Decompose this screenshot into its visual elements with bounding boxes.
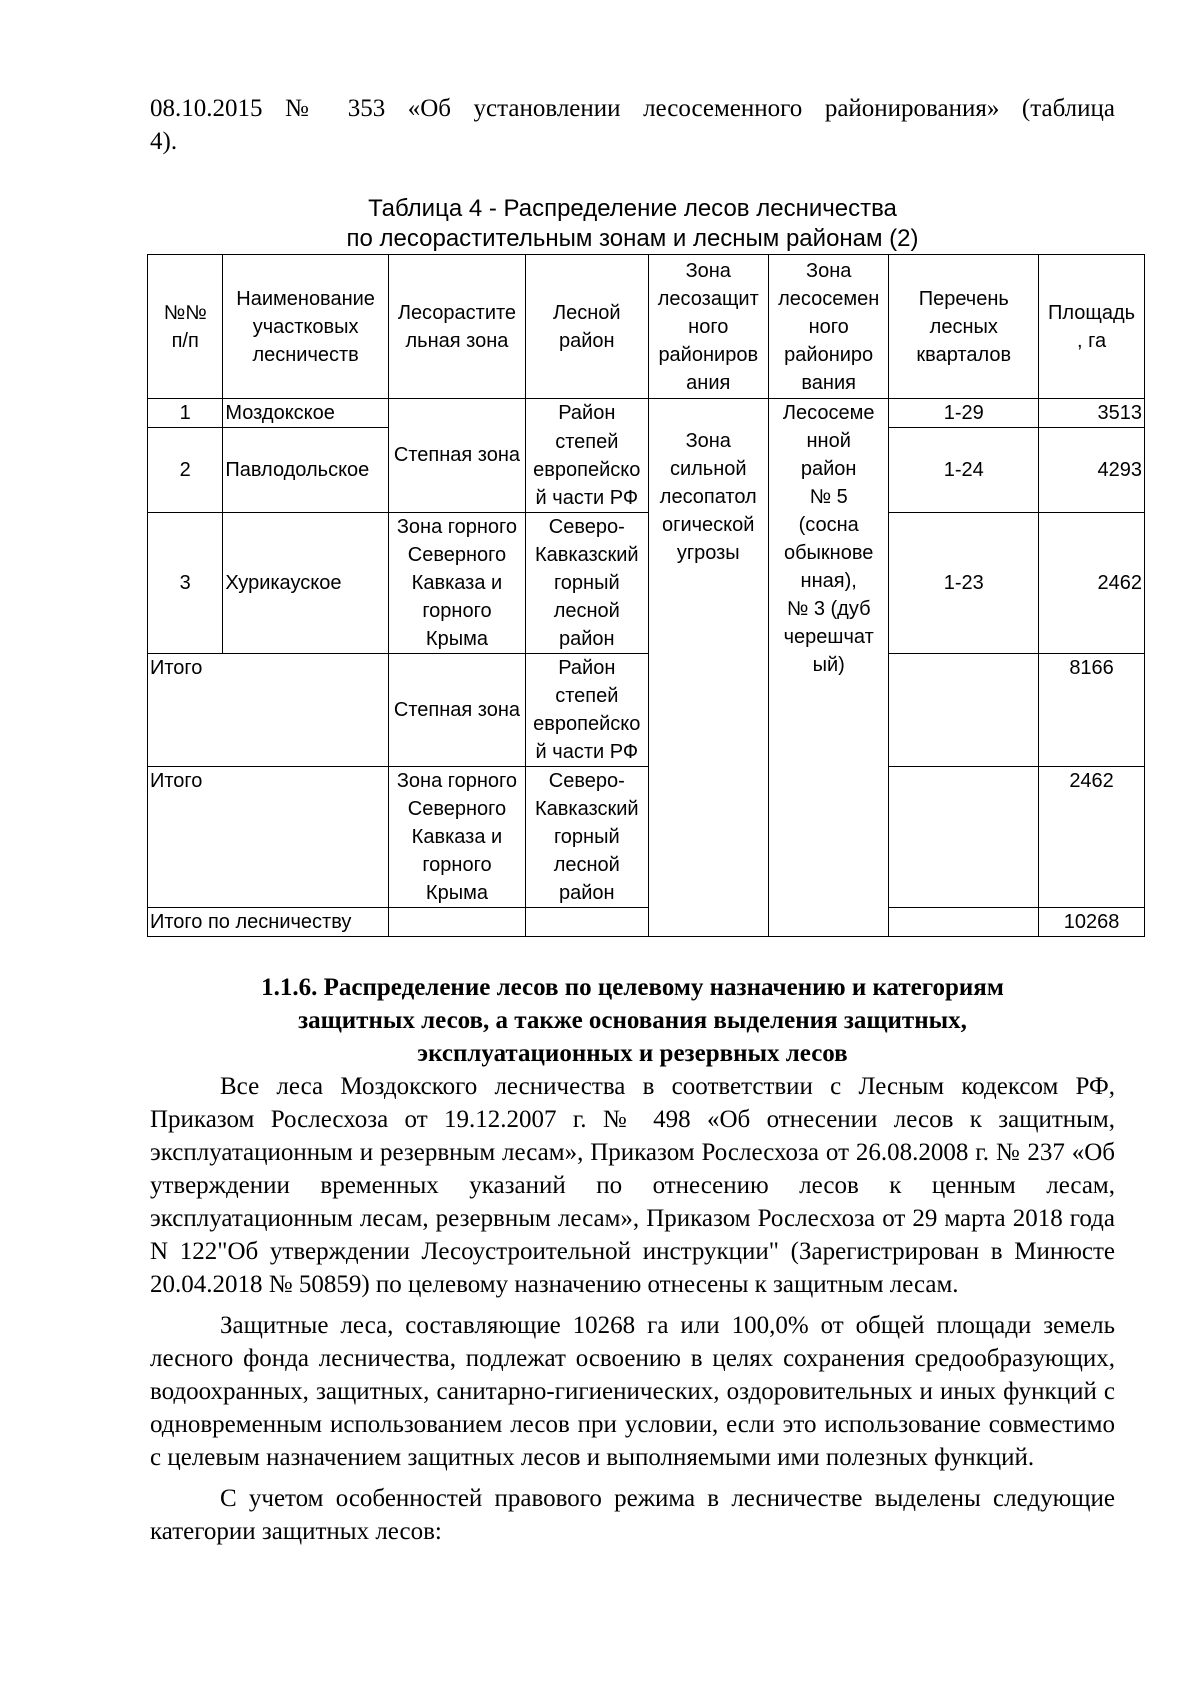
- grand-total-label: Итого по лесничеству: [148, 907, 389, 936]
- grand-total-quarters: [889, 907, 1039, 936]
- total-label: Итого: [148, 653, 389, 766]
- row-area: 3513: [1039, 399, 1145, 428]
- header-quarters: Перечень лесных кварталов: [889, 255, 1039, 399]
- total-area: 8166: [1039, 653, 1145, 766]
- header-seed-zone: Зона лесосемен ного райониро вания: [768, 255, 888, 399]
- total-zone: Степная зона: [388, 653, 525, 766]
- section-heading-line-3: эксплуатационных и резервных лесов: [417, 1039, 848, 1067]
- protect-zone-cell: Зона сильной лесопатол огической угрозы: [648, 399, 768, 937]
- paragraph: Все леса Моздокского лесничества в соответствии с Лесным кодексом РФ, Приказом Рослесхоза от 19.12.2007 г. № 498 «Об отнесении лесов к защитным, эксплуатационным и резервным лесам», Приказом Рослесхоза от 26.08.2008 г. № 237 «Об утверждении временных указаний по отнесению лесов к ценным лесам, эксплуатационным лесам, резервным лесам», Приказом Рослесхоза от 29 марта 2018 года N 122"Об утверждении Лесоустроительной инструкции" (Зарегистрирован в Минюсте 20.04.2018 № 50859) по целевому назначению отнесены к защитным лесам.: [150, 1072, 1115, 1298]
- total-row: [148, 653, 1145, 766]
- total-row: [148, 766, 1145, 907]
- row-district-rest: степей европейско й части РФ: [526, 428, 649, 513]
- table-caption-line-2: по лесорастительным зонам и лесным районам (2): [346, 225, 919, 252]
- row-num: 2: [148, 428, 223, 513]
- row-zone: Зона горного Северного Кавказа и горного Крыма: [388, 512, 525, 653]
- table-row: [148, 428, 1145, 513]
- table-header-row: [148, 255, 1145, 399]
- table-caption-line-1: Таблица 4 - Распределение лесов лесничества: [368, 195, 897, 222]
- row-zone: Степная зона: [388, 399, 525, 513]
- intro-line-1: 08.10.2015 № 353 «Об установлении лесосеменного районирования» (таблица: [150, 95, 1115, 122]
- row-area: 2462: [1039, 512, 1145, 653]
- row-district: Северо- Кавказский горный лесной район: [526, 512, 649, 653]
- total-district: Район степей европейско й части РФ: [526, 653, 649, 766]
- total-label: Итого: [148, 766, 389, 907]
- table-row: [148, 512, 1145, 653]
- row-num: 1: [148, 399, 223, 428]
- row-quarters: 1-23: [889, 512, 1039, 653]
- header-zone: Лесорастите льная зона: [388, 255, 525, 399]
- row-area: 4293: [1039, 428, 1145, 513]
- row-quarters: 1-24: [889, 428, 1039, 513]
- row-name: Павлодольское: [223, 428, 388, 513]
- grand-total-district: [526, 907, 649, 936]
- table-caption: [150, 194, 1115, 254]
- header-num: №№ п/п: [148, 255, 223, 399]
- row-name: Моздокское: [223, 399, 388, 428]
- header-name: Наименование участковых лесничеств: [223, 255, 388, 399]
- total-district: Северо- Кавказский горный лесной район: [526, 766, 649, 907]
- forest-zones-table: [147, 254, 1145, 937]
- table-row: [148, 399, 1145, 428]
- grand-total-area: 10268: [1039, 907, 1145, 936]
- document-page: [150, 92, 1142, 1548]
- section-heading-line-2: защитных лесов, а также основания выделения защитных,: [298, 1006, 967, 1034]
- header-area: Площадь , га: [1039, 255, 1145, 399]
- total-quarters: [889, 766, 1039, 907]
- total-area: 2462: [1039, 766, 1145, 907]
- row-name: Хурикауское: [223, 512, 388, 653]
- grand-total-row: [148, 907, 1145, 936]
- header-protect-zone: Зона лесозащит ного райониров ания: [648, 255, 768, 399]
- paragraph: Защитные леса, составляющие 10268 га или 100,0% от общей площади земель лесного фонда лесничества, подлежат освоению в целях сохранения средообразующих, водоохранных, защитных, санитарно-гигиенических, оздоровительных и иных функций с одновременным использованием лесов при условии, если это использование совместимо с целевым назначением защитных лесов и выполняемыми ими полезных функций.: [150, 1311, 1115, 1471]
- section-heading: [150, 971, 1115, 1070]
- grand-total-zone: [388, 907, 525, 936]
- intro-line-2: 4).: [150, 128, 178, 155]
- total-zone: Зона горного Северного Кавказа и горного Крыма: [388, 766, 525, 907]
- row-district-top: Район: [526, 399, 649, 428]
- section-heading-line-1: 1.1.6. Распределение лесов по целевому назначению и категориям: [261, 973, 1004, 1001]
- total-quarters: [889, 653, 1039, 766]
- row-quarters: 1-29: [889, 399, 1039, 428]
- paragraph: С учетом особенностей правового режима в лесничестве выделены следующие категории защитных лесов:: [150, 1484, 1115, 1545]
- header-district: Лесной район: [526, 255, 649, 399]
- seed-zone-cell: Лесосеме нной район № 5 (сосна обыкнове нная), № 3 (дуб черешчат ый): [768, 399, 888, 937]
- row-num: 3: [148, 512, 223, 653]
